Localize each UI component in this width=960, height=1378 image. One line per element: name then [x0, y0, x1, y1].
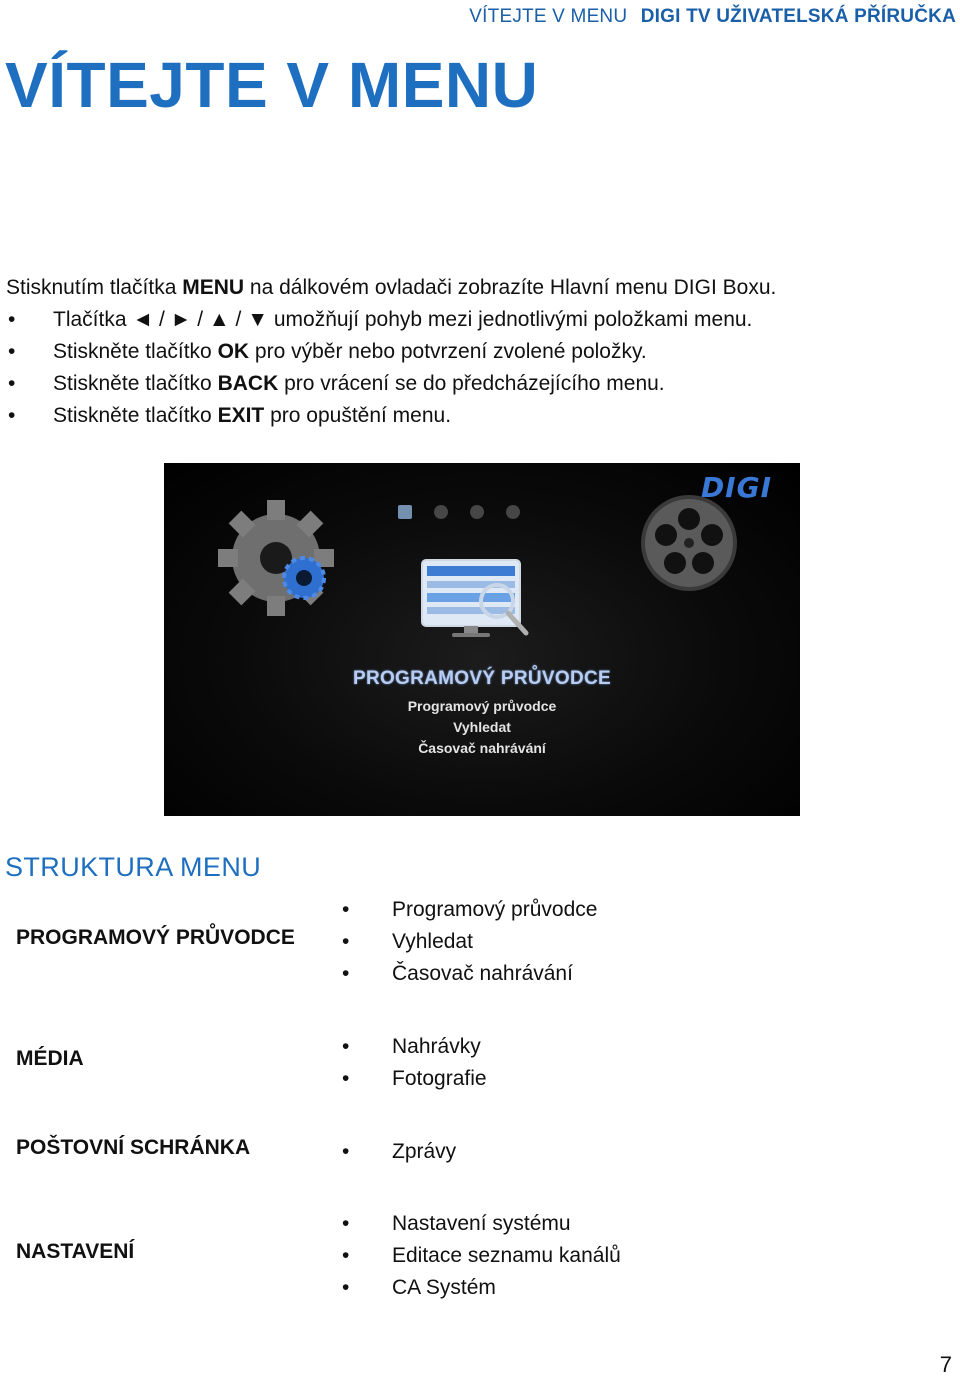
group-item-label: Vyhledat [392, 930, 473, 953]
intro-lead-text-end: na dálkovém ovladači zobrazíte Hlavní menu DIGI Boxu. [244, 276, 777, 299]
bullet-icon: • [342, 1140, 350, 1163]
group-item [342, 1136, 456, 1168]
group-name: NASTAVENÍ [16, 1240, 135, 1263]
settings-menu-icon [506, 505, 520, 519]
bullet-icon: • [8, 308, 16, 331]
bullet-icon: • [342, 962, 350, 985]
tv-menu-item: Časovač nahrávání [418, 740, 546, 756]
group-item-list [342, 894, 597, 990]
page-title: VÍTEJTE V MENU [5, 49, 539, 121]
bullet-icon: • [342, 1212, 350, 1235]
running-header-document: DIGI TV UŽIVATELSKÁ PŘÍRUČKA [640, 6, 956, 27]
group-item [342, 958, 597, 990]
intro-bullet [6, 304, 776, 336]
bullet-text: Stiskněte tlačítko [53, 372, 218, 395]
group-item [342, 894, 597, 926]
small-gear-icon [284, 558, 324, 598]
bullet-key: EXIT [217, 404, 265, 427]
intro-lead [6, 272, 776, 304]
page-number: 7 [939, 1352, 952, 1377]
group-item [342, 1031, 487, 1063]
bullet-icon: • [342, 930, 350, 953]
bullet-icon: • [342, 898, 350, 921]
group-item-label: Časovač nahrávání [392, 962, 573, 985]
group-item-label: Editace seznamu kanálů [392, 1244, 621, 1267]
bullet-icon: • [342, 1276, 350, 1299]
group-item-label: Programový průvodce [392, 898, 598, 921]
tv-menu-title: PROGRAMOVÝ PRŮVODCE [352, 668, 611, 689]
bullet-key: BACK [217, 372, 279, 395]
bullet-text-end: pro výběr nebo potvrzení zvolené položky. [249, 340, 647, 363]
group-item [342, 1063, 487, 1095]
group-name: POŠTOVNÍ SCHRÁNKA [16, 1136, 251, 1159]
menu-screenshot [164, 463, 800, 816]
group-item-list [342, 1208, 621, 1304]
intro-bullet [6, 368, 776, 400]
group-item-list [342, 1031, 487, 1095]
bullet-icon: • [342, 1067, 350, 1090]
group-name: PROGRAMOVÝ PRŮVODCE [16, 926, 295, 949]
intro-text [6, 272, 776, 432]
top-menu-icons [398, 505, 520, 519]
group-item [342, 1208, 621, 1240]
tv-menu-item: Vyhledat [453, 719, 511, 735]
bullet-icon: • [8, 340, 16, 363]
bullet-text: Stiskněte tlačítko [53, 340, 218, 363]
bullet-text-end: pro opuštění menu. [264, 404, 452, 427]
bullet-text: Stiskněte tlačítko [53, 404, 218, 427]
gear-icon [218, 500, 334, 616]
group-name: MÉDIA [16, 1047, 84, 1070]
group-item-label: Nastavení systému [392, 1212, 571, 1235]
tv-menu-icon [398, 505, 412, 519]
group-item [342, 1272, 621, 1304]
group-item [342, 1240, 621, 1272]
tv-menu-items [164, 696, 800, 759]
intro-lead-key: MENU [182, 276, 245, 299]
running-header [469, 6, 956, 28]
bullet-icon: • [8, 404, 16, 427]
bullet-key: OK [217, 340, 250, 363]
group-item-label: CA Systém [392, 1276, 496, 1299]
intro-bullet-list [6, 304, 776, 432]
intro-bullet [6, 336, 776, 368]
group-item-list [342, 1136, 456, 1168]
bullet-icon: • [342, 1244, 350, 1267]
bullet-text: Tlačítka ◄ / ► / ▲ / ▼ umožňují pohyb mezi jednotlivými položkami menu. [53, 308, 753, 331]
intro-lead-text: Stisknutím tlačítka [6, 276, 183, 299]
intro-bullet [6, 400, 776, 432]
group-item [342, 926, 597, 958]
digi-logo: DIGI [700, 471, 772, 504]
bullet-icon: • [342, 1035, 350, 1058]
section-title: STRUKTURA MENU [5, 852, 262, 882]
program-guide-monitor-icon [422, 560, 526, 637]
tv-menu-item: Programový průvodce [407, 698, 557, 714]
running-header-section: VÍTEJTE V MENU [469, 6, 628, 27]
group-item-label: Fotografie [392, 1067, 487, 1090]
film-reel-icon [641, 495, 737, 591]
bullet-text-end: pro vrácení se do předcházejícího menu. [278, 372, 665, 395]
group-item-label: Nahrávky [392, 1035, 481, 1058]
media-menu-icon [434, 505, 448, 519]
bullet-icon: • [8, 372, 16, 395]
mail-menu-icon [470, 505, 484, 519]
group-item-label: Zprávy [392, 1140, 457, 1163]
